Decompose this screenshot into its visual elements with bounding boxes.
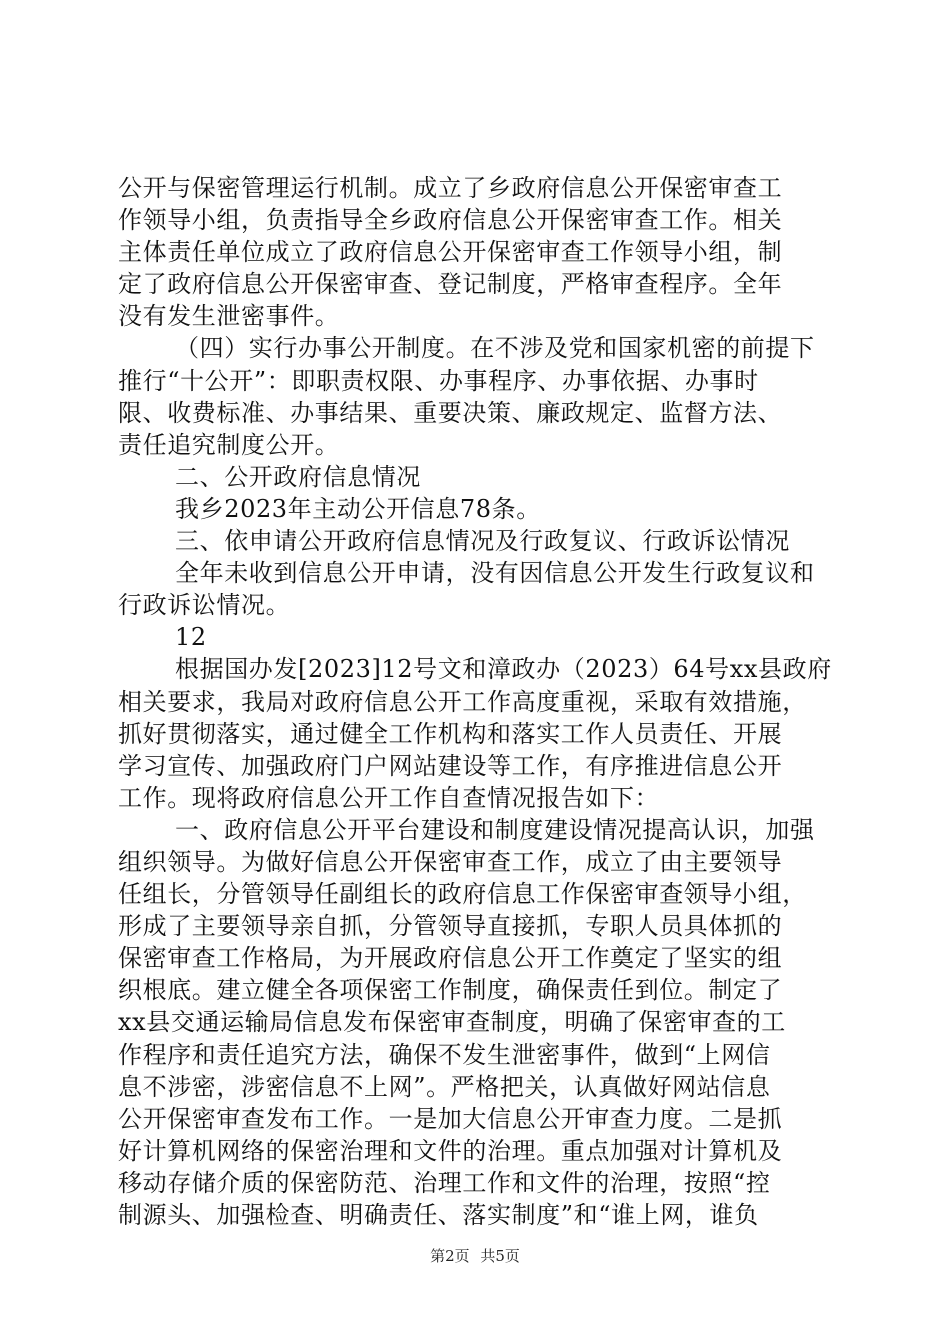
text-line: 没有发生泄密事件。 xyxy=(118,302,340,331)
page-footer xyxy=(0,1246,950,1266)
text-line: 主体责任单位成立了政府信息公开保密审查工作领导小组，制 xyxy=(118,238,783,267)
page-number: 第2页 xyxy=(430,1247,470,1265)
text-line: 限、收费标准、办事结果、重要决策、廉政规定、监督方法、 xyxy=(118,398,783,427)
document-body xyxy=(118,172,834,1231)
text-line: 公开与保密管理运行机制。成立了乡政府信息公开保密审查工 xyxy=(118,174,783,202)
text-line: 相关要求，我局对政府信息公开工作高度重视，采取有效措施， xyxy=(118,687,807,716)
text-line: xx县交通运输局信息发布保密审查制度，明确了保密审查的工 xyxy=(118,1008,786,1037)
text-line: 织根底。建立健全各项保密工作制度，确保责任到位。制定了 xyxy=(118,976,783,1005)
text-line: 二、公开政府信息情况 xyxy=(175,462,421,491)
text-line: 好计算机网络的保密治理和文件的治理。重点加强对计算机及 xyxy=(118,1136,783,1165)
text-line: 作程序和责任追究方法，确保不发生泄密事件，做到“上网信 xyxy=(118,1040,771,1069)
text-line: 移动存储介质的保密防范、治理工作和文件的治理，按照“控 xyxy=(118,1168,771,1197)
text-line: 保密审查工作格局，为开展政府信息公开工作奠定了坚实的组 xyxy=(118,944,783,973)
text-line: （四）实行办事公开制度。在不涉及党和国家机密的前提下 xyxy=(175,334,815,363)
text-line: 公开保密审查发布工作。一是加大信息公开审查力度。二是抓 xyxy=(118,1104,783,1133)
text-line: 形成了主要领导亲自抓，分管领导直接抓，专职人员具体抓的 xyxy=(118,912,783,941)
text-line: 工作。现将政府信息公开工作自查情况报告如下： xyxy=(118,783,660,812)
text-line: 三、依申请公开政府信息情况及行政复议、行政诉讼情况 xyxy=(175,527,790,556)
text-line: 息不涉密，涉密信息不上网”。严格把关，认真做好网站信息 xyxy=(118,1072,771,1101)
text-line: 抓好贯彻落实，通过健全工作机构和落实工作人员责任、开展 xyxy=(118,719,783,748)
text-line: 推行“十公开”：即职责权限、办事程序、办事依据、办事时 xyxy=(118,366,759,395)
text-line: 制源头、加强检查、明确责任、落实制度”和“谁上网，谁负 xyxy=(118,1201,759,1229)
text-line: 作领导小组，负责指导全乡政府信息公开保密审查工作。相关 xyxy=(118,206,783,235)
text-line: 任组长，分管领导任副组长的政府信息工作保密审查领导小组， xyxy=(118,880,807,909)
text-line: 根据国办发[2023]12号文和漳政办（2023）64号xx县政府 xyxy=(175,655,832,684)
text-line: 全年未收到信息公开申请，没有因信息公开发生行政复议和 xyxy=(175,559,815,588)
text-line: 12 xyxy=(175,623,207,652)
text-line: 组织领导。为做好信息公开保密审查工作，成立了由主要领导 xyxy=(118,847,783,876)
text-line: 学习宣传、加强政府门户网站建设等工作，有序推进信息公开 xyxy=(118,751,783,780)
text-line: 行政诉讼情况。 xyxy=(118,591,291,620)
text-line: 一、政府信息公开平台建设和制度建设情况提高认识，加强 xyxy=(175,815,815,844)
text-line: 责任追究制度公开。 xyxy=(118,430,340,459)
page-total: 共5页 xyxy=(480,1247,520,1265)
text-line: 我乡2023年主动公开信息78条。 xyxy=(175,494,541,523)
text-line: 定了政府信息公开保密审查、登记制度，严格审查程序。全年 xyxy=(118,270,783,299)
